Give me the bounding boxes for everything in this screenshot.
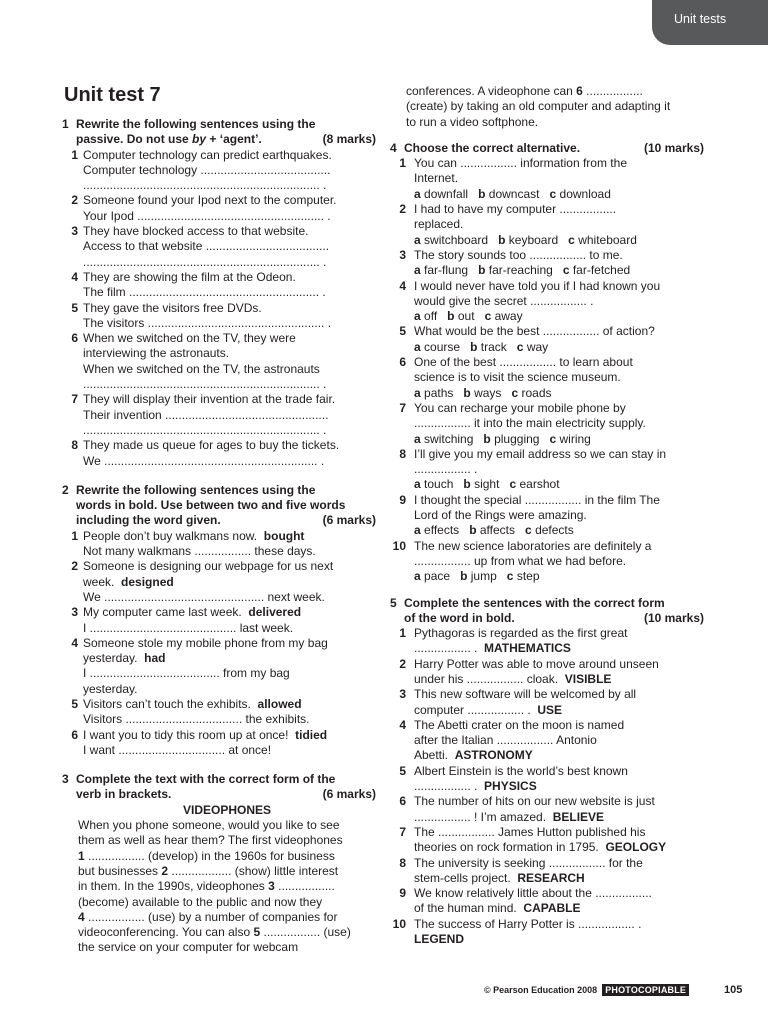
s5-item-6: 6 The number of hits on our new website is just ................. ! I’m amazed. BELIEVE [399, 794, 655, 824]
option-letter: b [463, 385, 471, 400]
option-word: far-flung [424, 263, 469, 278]
section-5-heading: 5 Complete the sentences with the correct form of the word in bold. (10 marks) [390, 595, 704, 625]
option-letter: b [470, 339, 478, 354]
s4-item-options [414, 569, 704, 584]
option-word: roads [521, 385, 552, 400]
s4-item-options [414, 523, 704, 538]
s4-item-line: Internet. [414, 171, 459, 186]
option-letter: b [469, 523, 477, 538]
s4-item-options [414, 263, 704, 278]
s4-item-options [414, 432, 704, 447]
s1-item-3: 3 They have blocked access to that website. Access to that website ..................................... ....................................................................... . [71, 224, 330, 269]
s1-item-2: 2 Someone found your Ipod next to the computer. Your Ipod ........................................................ . [71, 193, 337, 223]
option-word: far-reaching [488, 263, 553, 278]
s4-item-line: I’ll give you my email address so we can stay in [414, 446, 667, 461]
s4-item-line: science is to visit the science museum. [414, 370, 621, 385]
option-word: whiteboard [578, 232, 637, 247]
option-letter: a [414, 309, 421, 324]
unit-tests-tab [652, 0, 768, 45]
s1-item-7: 7 They will display their invention at the trade fair. Their invention ................................................. ....................................................................... . [71, 392, 336, 437]
option-word: earshot [519, 477, 560, 492]
option-letter: b [478, 186, 486, 201]
option-word: out [457, 309, 475, 324]
photocopiable-badge: PHOTOCOPIABLE [602, 984, 689, 996]
option-letter: a [414, 569, 421, 584]
s4-items [390, 156, 704, 584]
right-column [390, 84, 704, 947]
s4-item-line: I thought the special ................. in the film The [414, 492, 660, 507]
option-word: touch [424, 477, 454, 492]
option-word: ways [474, 385, 502, 400]
option-letter: c [509, 477, 517, 492]
s4-item-2: 2 I had to have my computer ................. replaced. a switchboard b keyboard c whiteboard [390, 202, 704, 248]
s4-item-4: 4 I would never have told you if I had known you would give the secret ................. . a off b out c away [390, 279, 704, 325]
option-letter: a [414, 385, 421, 400]
s2-item-1: 1 People don’t buy walkmans now. bought Not many walkmans ................. these days. [71, 528, 316, 559]
videophones-text: VIDEOPHONES When you phone someone, would you like to see them as well as hear them? The first videophones 1 ................. (develop) in the 1960s for business but businesses 2 .................. (show) little interest in them. In the 1990s, videophones 3 ................. (become) available to the public and now they 4 ................. (use) by a number of companies for videoconferencing. You can also 5 ................. (use) the service on your computer for webcam [62, 803, 376, 956]
s5-item-3: 3 This new software will be welcomed by all computer ................. . USE [399, 687, 637, 717]
s4-item-options [414, 477, 704, 492]
s4-item-6: 6 One of the best ................. to learn about science is to visit the science museum. a paths b ways c roads [390, 355, 704, 401]
option-letter: c [525, 523, 532, 538]
s4-item-line: One of the best ................. to learn about [414, 355, 633, 370]
s5-item-2: 2 Harry Potter was able to move around unseen under his ................. cloak. VISIBLE [399, 656, 659, 686]
s4-item-options [414, 233, 704, 248]
option-letter: b [460, 569, 468, 584]
s4-item-1: 1 You can ................. information from the Internet. a downfall b downcast c download [390, 156, 704, 202]
s4-item-line: would give the secret ................. . [414, 293, 594, 308]
s5-item-7: 7 The ................. James Hutton published his theories on rock formation in 1795. GEOLOGY [399, 824, 667, 855]
option-word: jump [470, 569, 497, 584]
option-letter: a [414, 339, 421, 354]
option-word: switchboard [424, 232, 489, 247]
option-letter: c [516, 339, 524, 354]
s4-item-line: ................. it into the main electricity supply. [414, 416, 646, 431]
s5-item-5: 5 Albert Einstein is the world’s best known ................. . PHYSICS [399, 763, 628, 794]
option-letter: b [463, 477, 471, 492]
s4-item-line: replaced. [414, 217, 464, 232]
option-letter: c [549, 431, 557, 446]
s4-item-line: I would never have told you if I had known you [414, 278, 661, 293]
option-letter: a [414, 186, 421, 201]
option-word: effects [424, 523, 460, 538]
unit-tests-label: Unit tests [674, 12, 727, 26]
option-word: pace [424, 569, 451, 584]
s5-item-9: 9 We know relatively little about the ................. of the human mind. CAPABLE [399, 886, 652, 916]
s4-item-line: I had to have my computer ................. [414, 202, 617, 217]
s2-item-2: 2 Someone is designing our webpage for us next week. designed We ................................................ next week. [71, 559, 334, 604]
option-word: affects [479, 523, 516, 538]
s4-item-line: Lord of the Rings were amazing. [414, 508, 587, 523]
option-word: plugging [494, 431, 540, 446]
s1-item-8: 8 They made us queue for ages to buy the tickets. We ................................................................ . [71, 438, 340, 468]
footer [484, 984, 689, 996]
option-word: course [424, 339, 461, 354]
option-letter: c [549, 186, 557, 201]
option-word: wiring [559, 431, 591, 446]
s5-item-8: 8 The university is seeking ................. for the stem-cells project. RESEARCH [399, 855, 643, 885]
s4-item-options [414, 187, 704, 202]
s5-item-1: 1 Pythagoras is regarded as the first great ................. . MATHEMATICS [399, 626, 628, 656]
s4-item-options [414, 340, 704, 355]
s5-item-10: 10 The success of Harry Potter is ................. . LEGEND [392, 916, 642, 947]
option-letter: c [562, 263, 570, 278]
left-column [62, 117, 376, 956]
s2-item-4: 4 Someone stole my mobile phone from my bag yesterday. had I ....................................... from my bag yesterday. [71, 635, 328, 696]
option-word: download [559, 186, 611, 201]
s2-item-5: 5 Visitors can’t touch the exhibits. allowed Visitors ................................... the exhibits. [71, 696, 310, 727]
s4-item-7: 7 You can recharge your mobile phone by ................. it into the main electricity supply. a switching b plugging c wiring [390, 401, 704, 447]
videophones-text-cont: conferences. A videophone can 6 ................. (create) by taking an old computer and adapting it to run a video softphone. [406, 84, 671, 129]
option-letter: a [414, 477, 421, 492]
section-1-heading: 1 Rewrite the following sentences using the passive. Do not use by + ‘agent’. (8 marks) [62, 117, 376, 147]
s4-item-line: ................. . [414, 462, 478, 477]
s1-item-4: 4 They are showing the film at the Odeon. The film ......................................................... . [71, 269, 326, 300]
option-word: step [516, 569, 540, 584]
s4-item-line: You can recharge your mobile phone by [414, 400, 626, 415]
s2-item-6: 6 I want you to tidy this room up at once! tidied I want ................................ at once! [71, 727, 328, 757]
option-letter: c [511, 385, 519, 400]
s5-item-4: 4 The Abetti crater on the moon is named after the Italian ................. Antonio Abetti. ASTRONOMY [399, 717, 625, 763]
option-word: switching [424, 431, 474, 446]
s4-item-9: 9 I thought the special ................. in the film The Lord of the Rings were amazing. a effects b affects c defects [390, 493, 704, 539]
option-letter: c [484, 309, 492, 324]
option-word: defects [535, 523, 574, 538]
option-letter: b [483, 431, 491, 446]
section-4-heading: 4 Choose the correct alternative. (10 marks) [390, 140, 704, 155]
s4-item-line: You can ................. information from the [414, 156, 627, 171]
option-letter: a [414, 263, 421, 278]
page-number: 105 [724, 984, 743, 996]
option-letter: c [506, 569, 514, 584]
s4-item-line: The new science laboratories are definitely a [414, 538, 652, 553]
option-letter: b [498, 232, 506, 247]
option-word: away [494, 309, 523, 324]
copyright-text: © Pearson Education 2008 [484, 985, 598, 995]
s4-item-options [414, 386, 704, 401]
s4-item-line: What would be the best ................. of action? [414, 324, 655, 339]
option-word: sight [474, 477, 500, 492]
option-word: downcast [488, 186, 540, 201]
s4-item-options [414, 309, 704, 324]
s1-item-1: 1 Computer technology can predict earthquakes. Computer technology ....................................... ....................................................................... . [71, 147, 332, 193]
option-word: off [424, 309, 438, 324]
s4-item-line: The story sounds too ................. to me. [414, 247, 623, 262]
s1-item-6: 6 When we switched on the TV, they were interviewing the astronauts. When we switched on the TV, the astronauts ....................................................................... . [71, 331, 327, 392]
page-title: Unit test 7 [64, 84, 161, 106]
option-word: far-fetched [572, 263, 631, 278]
s4-item-8: 8 I’ll give you my email address so we can stay in ................. . a touch b sight c earshot [390, 447, 704, 493]
option-letter: b [478, 263, 486, 278]
s4-item-10: 10 The new science laboratories are definitely a ................. up from what we had before. a pace b jump c step [390, 539, 704, 585]
section-2-heading: 2 Rewrite the following sentences using the words in bold. Use between two and five words including the word given. (6 marks) [62, 482, 376, 528]
s1-item-5: 5 They gave the visitors free DVDs. The visitors ..................................................... . [71, 300, 332, 330]
option-word: track [480, 339, 507, 354]
option-letter: a [414, 232, 421, 247]
section-3-heading: 3 Complete the text with the correct form of the verb in brackets. (6 marks) [62, 772, 376, 802]
s2-item-3: 3 My computer came last week. delivered I ............................................ last week. [71, 605, 302, 635]
option-word: keyboard [508, 232, 559, 247]
option-word: downfall [424, 186, 469, 201]
s4-item-3: 3 The story sounds too ................. to me. a far-flung b far-reaching c far-fetched [390, 248, 704, 279]
option-word: paths [424, 385, 454, 400]
option-word: way [526, 339, 549, 354]
option-letter: c [568, 232, 575, 247]
option-letter: b [447, 309, 455, 324]
s4-item-5: 5 What would be the best ................. of action? a course b track c way [390, 324, 704, 355]
videophones-heading: VIDEOPHONES [182, 802, 272, 817]
s4-item-line: ................. up from what we had before. [414, 553, 627, 568]
option-letter: a [414, 523, 421, 538]
option-letter: a [414, 431, 421, 446]
